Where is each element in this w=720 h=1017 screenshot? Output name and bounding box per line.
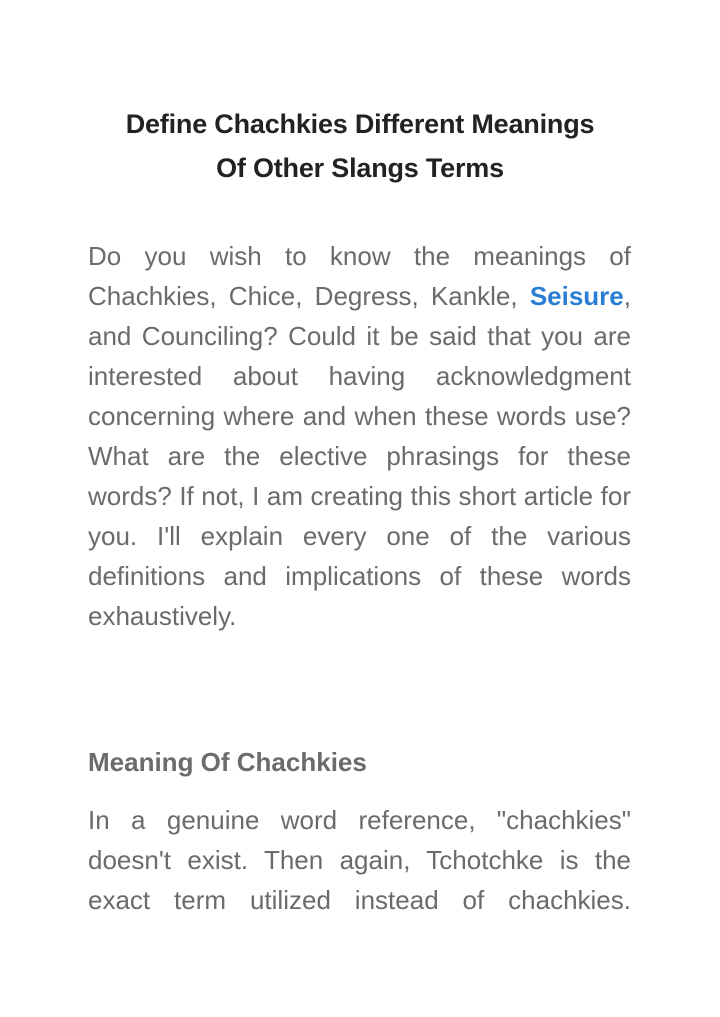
intro-paragraph	[88, 236, 631, 636]
intro-text-after-link: , and Counciling? Could it be said that you are interested about having acknowledgment concerning where and when these words use? What are the elective phrasings for these words? If not, I am creating this short article for you. I'll explain every one of the various definitions and implications of these words exhaustively.	[88, 281, 631, 631]
section-heading: Meaning Of Chachkies	[88, 746, 367, 777]
seisure-link[interactable]: Seisure	[529, 281, 624, 311]
intro-text-before-link: Do you wish to know the meanings of Chachkies, Chice, Degress, Kankle,	[88, 241, 631, 311]
title-line-2: Of Other Slangs Terms	[216, 153, 504, 184]
section-paragraph: In a genuine word reference, "chachkies" doesn't exist. Then again, Tchotchke is the exact term utilized instead of chachkies.	[88, 805, 631, 915]
title-line-1: Define Chachkies Different Meanings	[125, 109, 595, 140]
page-title	[80, 102, 640, 190]
